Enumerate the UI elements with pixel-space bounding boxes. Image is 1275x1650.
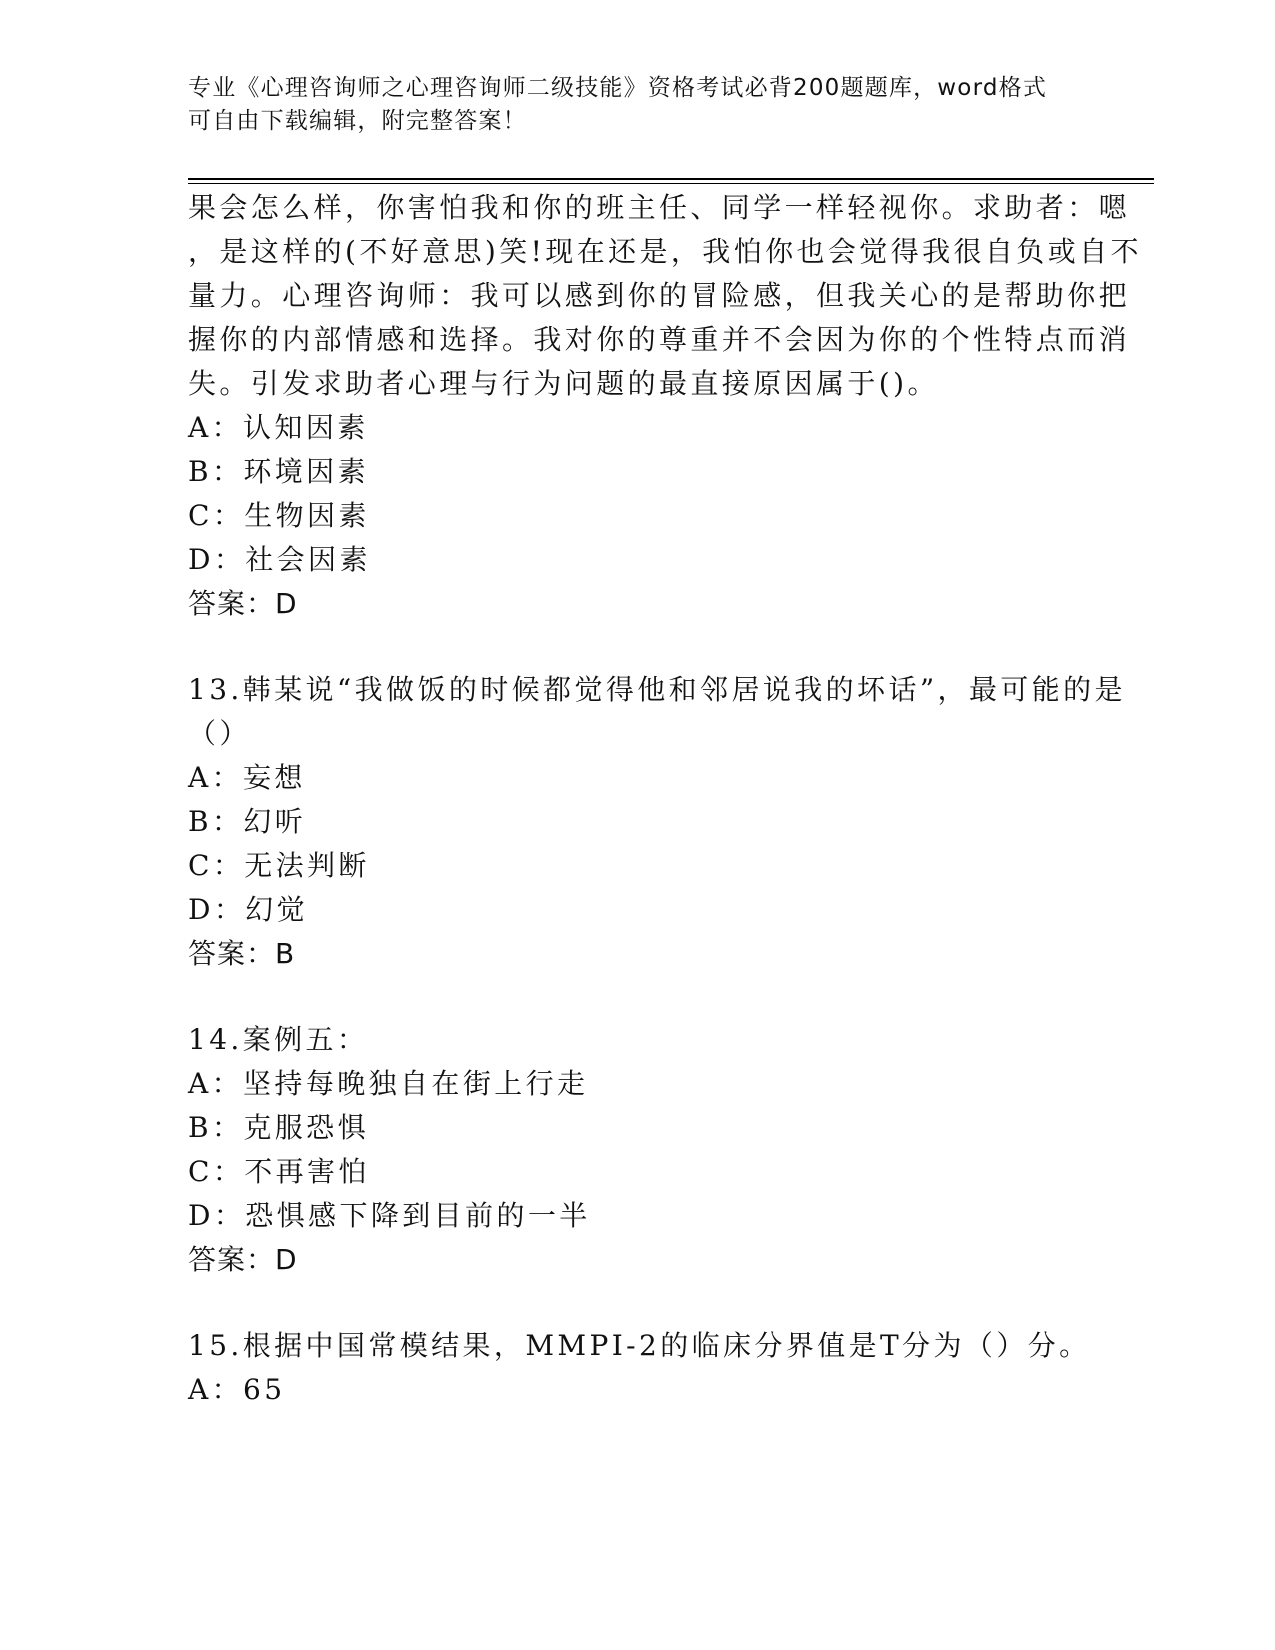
header-rule-thick (188, 178, 1154, 180)
option-d: D：恐惧感下降到目前的一半 (188, 1199, 591, 1232)
option-c: C：不再害怕 (188, 1155, 370, 1188)
option-b: B：环境因素 (188, 455, 369, 488)
question-text-line: 握你的内部情感和选择。我对你的尊重并不会因为你的个性特点而消 (188, 323, 1131, 356)
option-c: C：生物因素 (188, 499, 370, 532)
question-text-line: ，是这样的(不好意思)笑!现在还是，我怕你也会觉得我很自负或自不 (188, 235, 1142, 268)
option-b: B：克服恐惧 (188, 1111, 369, 1144)
header-rule-thin (188, 183, 1154, 184)
question-text-line: 量力。心理咨询师：我可以感到你的冒险感，但我关心的是帮助你把 (188, 279, 1131, 312)
question-14-text: 14.案例五： (188, 1023, 369, 1056)
document-header (188, 72, 1068, 138)
question-text-line: 失。引发求助者心理与行为问题的最直接原因属于()。 (188, 367, 939, 400)
question-13-text: （） (188, 717, 251, 750)
option-a: A：妄想 (188, 761, 306, 794)
option-a: A：坚持每晚独自在街上行走 (188, 1067, 589, 1100)
option-a: A：认知因素 (188, 411, 369, 444)
answer-line: 答案：D (188, 1243, 298, 1276)
question-15-text: 15.根据中国常模结果，MMPI-2的临床分界值是T分为（）分。 (188, 1329, 1091, 1362)
option-c: C：无法判断 (188, 849, 370, 882)
answer-line: 答案：D (188, 587, 298, 620)
option-a: A：65 (188, 1373, 286, 1406)
question-13-text: 13.韩某说“我做饭的时候都觉得他和邻居说我的坏话”，最可能的是 (188, 673, 1126, 706)
header-line-1: 专业《心理咨询师之心理咨询师二级技能》资格考试必背200题题库，word格式 (188, 75, 1048, 101)
option-d: D：社会因素 (188, 543, 371, 576)
header-line-2: 可自由下载编辑，附完整答案！ (188, 108, 527, 134)
option-d: D：幻觉 (188, 893, 309, 926)
answer-line: 答案：B (188, 937, 296, 970)
question-text-line: 果会怎么样，你害怕我和你的班主任、同学一样轻视你。求助者：嗯 (188, 191, 1131, 224)
option-b: B：幻听 (188, 805, 307, 838)
